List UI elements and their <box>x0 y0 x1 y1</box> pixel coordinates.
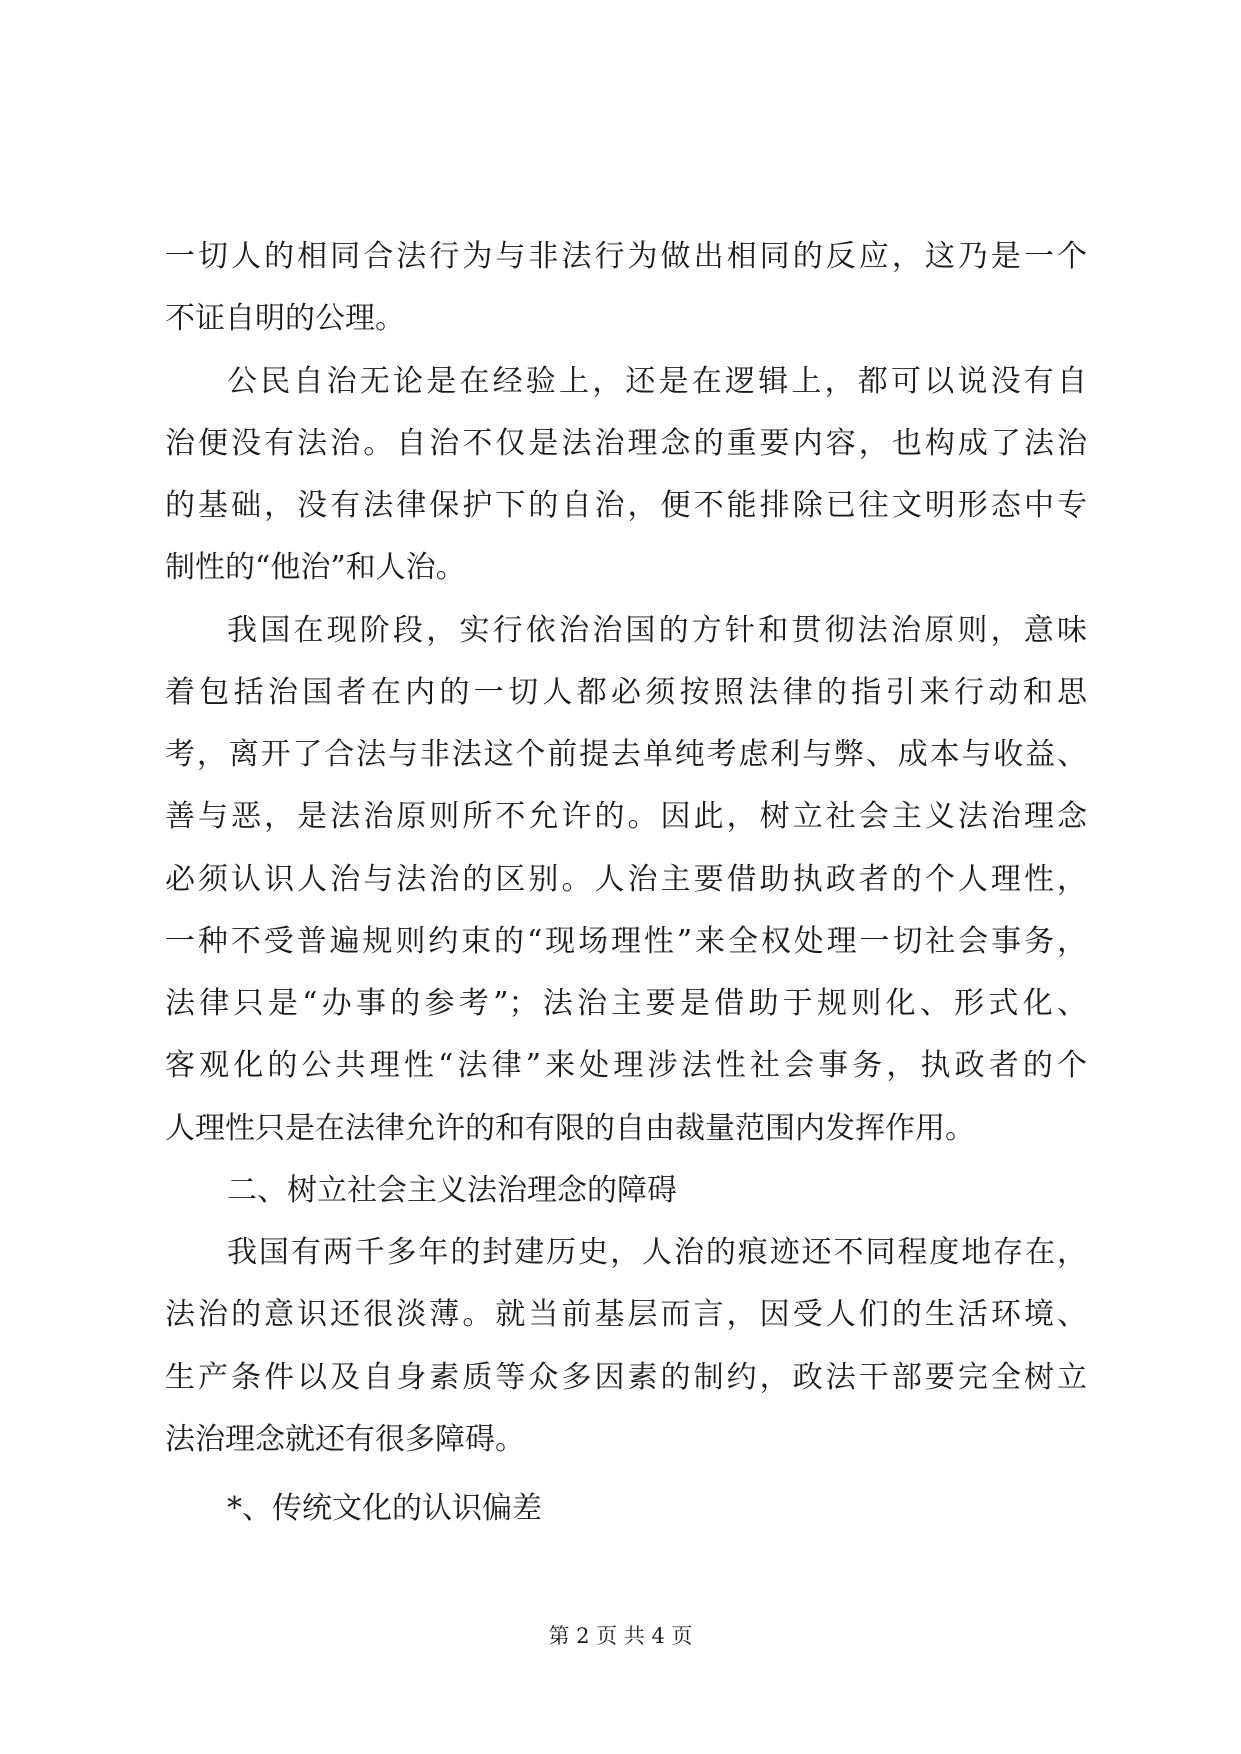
body-line: 人理性只是在法律允许的和有限的自由裁量范围内发挥作用。 <box>165 1110 975 1146</box>
subsection-heading-text: *、传统文化的认识偏差 <box>227 1491 542 1526</box>
body-line: 的基础，没有法律保护下的自治，便不能排除已往文明形态中专 <box>165 488 1087 523</box>
body-line: 公民自治无论是在经验上，还是在逻辑上，都可以说没有自 <box>227 363 1087 399</box>
body-line: 一切人的相同合法行为与非法行为做出相同的反应，这乃是一个 <box>165 239 1087 274</box>
page-number-footer: 第 2 页 共 4 页 <box>548 1624 693 1648</box>
body-line: 客观化的公共理性“法律”来处理涉法性社会事务，执政者的个 <box>165 1048 1087 1084</box>
body-line: 法治的意识还很淡薄。就当前基层而言，因受人们的生活环境、 <box>165 1297 1087 1333</box>
body-line: 法律只是“办事的参考”；法治主要是借助于规则化、形式化、 <box>165 986 1087 1021</box>
paragraph-obstacles <box>165 1222 1087 1471</box>
body-line: 着包括治国者在内的一切人都必须按照法律的指引来行动和思 <box>165 674 1087 710</box>
section-heading <box>165 1160 1087 1222</box>
body-line: 我国在现阶段，实行依治治国的方针和贯彻法治原则，意味 <box>227 612 1087 648</box>
body-line: 必须认识人治与法治的区别。人治主要借助执政者的个人理性， <box>165 861 1087 897</box>
body-line: 生产条件以及自身素质等众多因素的制约，政法干部要完全树立 <box>165 1359 1087 1395</box>
body-line: 考，离开了合法与非法这个前提去单纯考虑利与弊、成本与收益、 <box>165 737 1087 772</box>
body-line: 一种不受普遍规则约束的“现场理性”来全权处理一切社会事务， <box>165 923 1087 959</box>
body-line: 治便没有法治。自治不仅是法治理念的重要内容，也构成了法治 <box>165 425 1087 461</box>
section-heading-text: 二、树立社会主义法治理念的障碍 <box>227 1172 677 1208</box>
subsection-heading <box>165 1478 1087 1540</box>
paragraph-continuation <box>165 226 1087 351</box>
body-line: 法治理念就还有很多障碍。 <box>165 1421 525 1457</box>
paragraph-rule-of-law <box>165 600 1087 1160</box>
body-line: 不证自明的公理。 <box>165 301 405 337</box>
paragraph-autonomy <box>165 351 1087 600</box>
document-body <box>165 226 1087 1540</box>
body-line: 我国有两千多年的封建历史，人治的痕迹还不同程度地存在， <box>227 1235 1087 1270</box>
body-line: 制性的“他治”和人治。 <box>165 550 466 586</box>
body-line: 善与恶，是法治原则所不允许的。因此，树立社会主义法治理念 <box>165 799 1087 835</box>
